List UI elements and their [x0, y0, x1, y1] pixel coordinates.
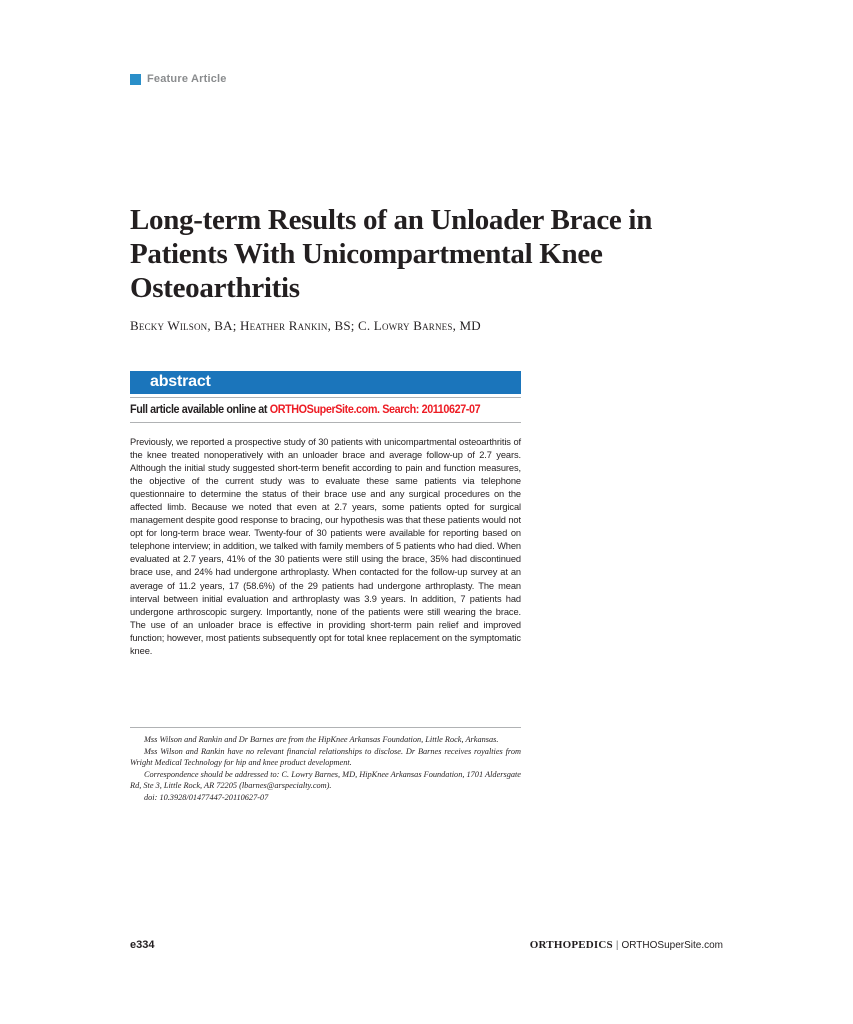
online-prefix: Full article available online at	[130, 402, 270, 416]
journal-site[interactable]: ORTHOSuperSite.com	[621, 940, 723, 951]
journal-name: ORTHOPEDICS	[529, 939, 613, 951]
section-square-icon	[130, 74, 141, 85]
note-doi: doi: 10.3928/01477447-20110627-07	[144, 792, 269, 802]
note-correspondence: Correspondence should be addressed to: C. Lowry Barnes, MD, HipKnee Arkansas Foundation, 1701 Aldersgate Rd, Ste 3, Little Rock, AR 72205 (lbarnes@arspecialty.com).	[130, 769, 521, 791]
abstract-header	[130, 371, 521, 394]
page-number: e334	[130, 939, 155, 951]
article-title: Long-term Results of an Unloader Brace in Patients With Unicompartmental Knee Osteoarthritis	[130, 204, 653, 304]
abstract-text: Previously, we reported a prospective study of 30 patients with unicompartmental osteoarthritis of the knee treated nonoperatively with an unloader brace and average follow-up of 2.7 years. Although the initial study suggested short-term benefit according to pain and function measures, the objective of the current study was to evaluate these same patients via telephone questionnaire to determine the status of their brace use and any surgical procedures on the affected limb. Because we noted that even at 2.7 years, some patients opted for surgical management despite good response to bracing, our hypothesis was that these patients would not opt for long-term brace wear. Twenty-four of 30 patients were available for reporting based on telephone interview; in addition, we talked with family members of 5 patients who had died. When evaluated at 2.7 years, 41% of the 30 patients were still using the brace, 35% had discontinued brace use, and 24% had undergone arthroplasty. When contacted for the follow-up survey at an average of 11.2 years, 17 (58.6%) of the 29 patients had undergone arthroplasty. The mean interval between initial evaluation and arthroplasty was 3.9 years. In addition, 7 patients had undergone arthroscopic surgery. Importantly, none of the patients were still wearing the brace. The use of an unloader brace is effective in providing short-term pain relief and improved function; however, most patients subsequently opt for total knee replacement on the symptomatic knee.	[130, 437, 521, 656]
online-link[interactable]: ORTHOSuperSite.com. Search: 20110627-07	[269, 402, 481, 416]
journal-footer	[530, 939, 723, 951]
authors: Becky Wilson, BA; Heather Rankin, BS; C. Lowry Barnes, MD	[130, 318, 481, 333]
section-tag	[130, 72, 227, 86]
online-availability	[130, 401, 490, 417]
note-affiliation: Mss Wilson and Rankin and Dr Barnes are from the HipKnee Arkansas Foundation, Little Rock, Arkansas.	[144, 735, 499, 744]
section-label: Feature Article	[147, 73, 227, 85]
footer-separator: |	[615, 940, 619, 951]
divider	[130, 422, 521, 423]
author-notes	[130, 734, 521, 804]
abstract-label: abstract	[150, 373, 211, 390]
note-disclosure: Mss Wilson and Rankin have no relevant financial relationships to disclose. Dr Barnes receives royalties from Wright Medical Technology for hip and knee product development.	[130, 746, 521, 768]
divider	[130, 727, 521, 728]
divider	[130, 397, 521, 398]
